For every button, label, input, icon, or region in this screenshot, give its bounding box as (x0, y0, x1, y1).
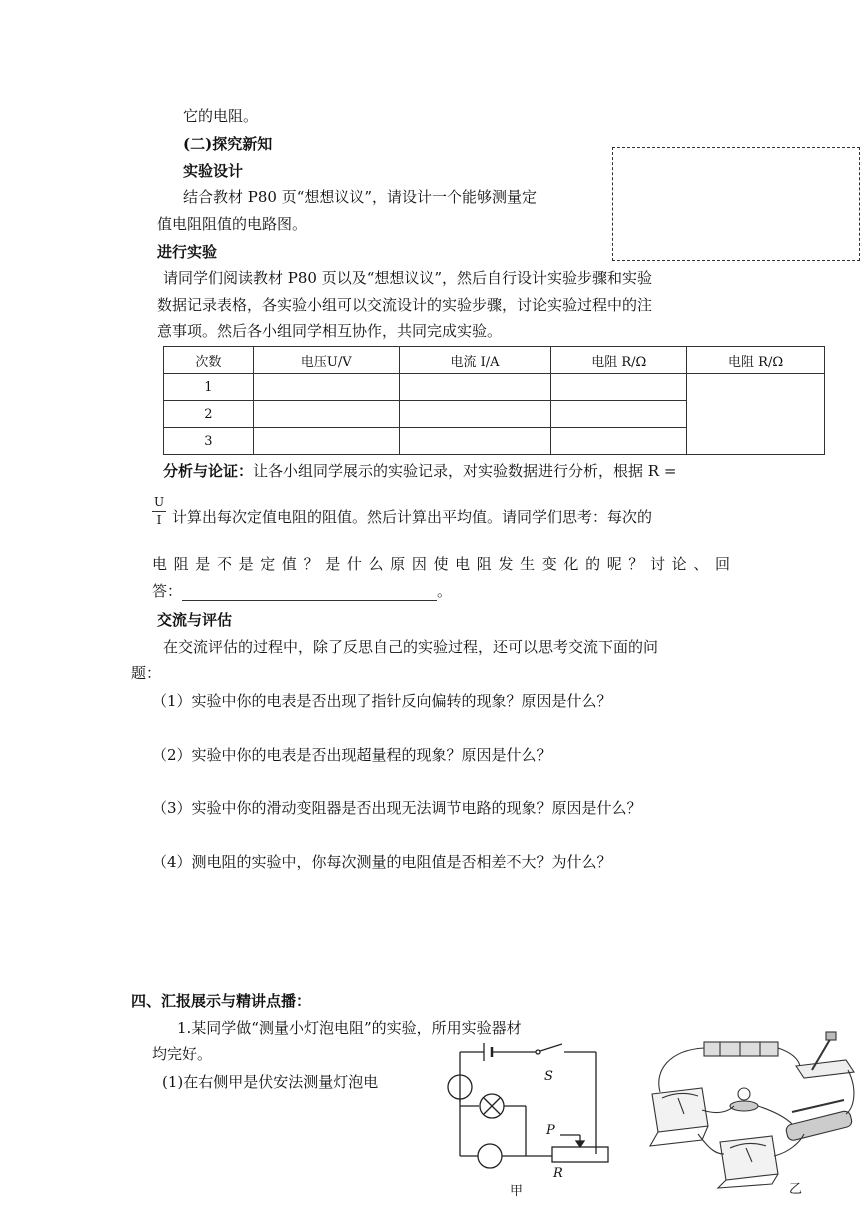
circuit-diagram (440, 1040, 620, 1200)
table-cell-current[interactable] (399, 428, 551, 455)
exchange-line2: 题： (131, 664, 162, 682)
experiment-heading: 进行实验 (157, 243, 218, 261)
apparatus-illustration (640, 1030, 858, 1190)
fraction-denominator: I (156, 513, 162, 527)
ammeter-symbol (478, 1144, 502, 1168)
table-cell-index: 1 (164, 374, 254, 401)
rheostat (785, 1110, 853, 1141)
table-header-cell: 电阻 R/Ω (687, 347, 825, 374)
switch-label: S (544, 1069, 553, 1084)
experiment-line2: 数据记录表格，各实验小组可以交流设计的实验步骤，讨论实验过程中的注 (157, 296, 653, 314)
experiment-line1: 请同学们阅读教材 P80 页以及“想想议议”，然后自行设计实验步骤和实验 (163, 269, 653, 287)
report-line1: 1.某同学做“测量小灯泡电阻”的实验，所用实验器材 (177, 1019, 522, 1037)
design-heading: 实验设计 (183, 162, 244, 180)
rheostat-symbol (552, 1147, 608, 1162)
design-text-line2: 值电阻阻值的电路图。 (157, 215, 308, 233)
table-cell-index: 2 (164, 401, 254, 428)
table-cell-voltage[interactable] (253, 428, 399, 455)
design-text-line1: 结合教材 P80 页“想想议议”，请设计一个能够测量定 (183, 188, 538, 206)
report-line3: (1)在右侧甲是伏安法测量灯泡电 (162, 1073, 379, 1091)
answer-blank[interactable] (182, 584, 437, 601)
lamp-holder (730, 1101, 758, 1111)
exchange-line1: 在交流评估的过程中，除了反思自己的实验过程，还可以思考交流下面的问 (163, 638, 659, 656)
circuit-drawing-box (612, 147, 860, 261)
table-cell-resistance[interactable] (551, 374, 687, 401)
switch-blade (540, 1044, 562, 1051)
analysis-label: 分析与论证： (163, 462, 254, 480)
question-1: （1）实验中你的电表是否出现了指针反向偏转的现象？原因是什么？ (152, 692, 612, 710)
resistor-label: R (553, 1166, 563, 1181)
analysis-line4 (152, 580, 452, 601)
knife-switch (796, 1060, 854, 1078)
table-header-cell: 电压U/V (253, 347, 399, 374)
table-cell-resistance[interactable] (551, 428, 687, 455)
circuit-caption: 甲 (510, 1184, 524, 1199)
table-cell-average-resistance[interactable] (687, 374, 825, 455)
table-header-row (164, 347, 825, 374)
formula-fraction (152, 495, 166, 528)
question-3: （3）实验中你的滑动变阻器是否出现无法调节电路的现象？原因是什么？ (152, 799, 642, 817)
report-heading: 四、汇报展示与精讲点播： (131, 992, 312, 1010)
table-cell-resistance[interactable] (551, 401, 687, 428)
ammeter-box (652, 1088, 708, 1132)
table-cell-voltage[interactable] (253, 401, 399, 428)
table-row (164, 374, 825, 401)
report-line2: 均完好。 (152, 1045, 213, 1063)
analysis-line1 (163, 460, 676, 481)
voltmeter-box (720, 1136, 778, 1180)
section-explore-heading: (二)探究新知 (183, 135, 273, 153)
switch-contact (536, 1050, 540, 1054)
table-cell-current[interactable] (399, 374, 551, 401)
analysis-line2: 计算出每次定值电阻的阻值。然后计算出平均值。请同学们思考：每次的 (172, 508, 653, 526)
table-header-cell: 次数 (164, 347, 254, 374)
battery-box (704, 1042, 778, 1056)
table-header-cell: 电流 I/A (399, 347, 551, 374)
data-record-table (163, 346, 825, 455)
slider-label: P (546, 1123, 555, 1138)
analysis-line3: 电阻是不是定值？是什么原因使电阻发生变化的呢？讨论、回 (152, 555, 730, 573)
answer-prefix: 答： (152, 582, 183, 600)
question-2: （2）实验中你的电表是否出现超量程的现象？原因是什么？ (152, 746, 552, 764)
answer-suffix: 。 (437, 582, 453, 600)
analysis-text: 让各小组同学展示的实验记录，对实验数据进行分析，根据 R = (253, 462, 677, 480)
table-cell-index: 3 (164, 428, 254, 455)
apparatus-caption: 乙 (789, 1182, 803, 1197)
exchange-heading: 交流与评估 (157, 611, 233, 629)
intro-tail-text: 它的电阻。 (183, 107, 259, 125)
table-cell-current[interactable] (399, 401, 551, 428)
fraction-numerator: U (153, 495, 165, 509)
question-4: （4）测电阻的实验中，你每次测量的电阻值是否相差不大？为什么？ (152, 853, 612, 871)
table-cell-voltage[interactable] (253, 374, 399, 401)
table-header-cell: 电阻 R/Ω (551, 347, 687, 374)
experiment-line3: 意事项。然后各小组同学相互协作，共同完成实验。 (157, 322, 503, 340)
